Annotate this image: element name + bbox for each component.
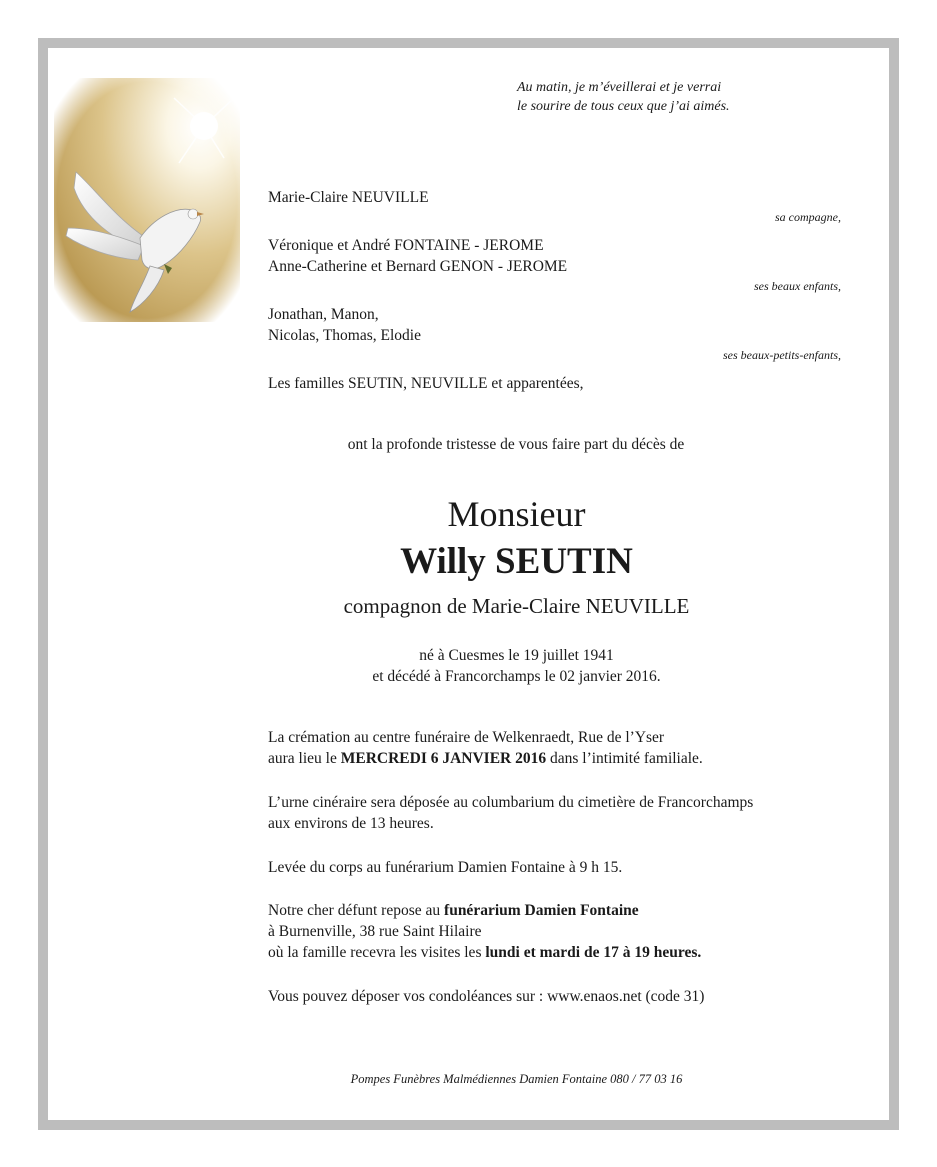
birth-line: né à Cuesmes le 19 juillet 1941 bbox=[419, 647, 614, 664]
deceased-honorific: Monsieur bbox=[447, 494, 586, 534]
deceased-name: Willy SEUTIN bbox=[400, 541, 633, 582]
stepchildren-relation: ses beaux enfants, bbox=[754, 279, 841, 293]
death-line: et décédé à Francorchamps le 02 janvier 2016. bbox=[372, 668, 661, 685]
deceased-relation: compagnon de Marie-Claire NEUVILLE bbox=[343, 594, 690, 618]
repose-address: à Burnenville, 38 rue Saint Hilaire bbox=[268, 923, 482, 940]
condolences-line: Vous pouvez déposer vos condoléances sur : www.enaos.net (code 31) bbox=[268, 988, 705, 1005]
announcement-line: ont la profonde tristesse de vous faire part du décès de bbox=[347, 436, 685, 453]
repose-line: Notre cher défunt repose au funérarium Damien Fontaine bbox=[268, 902, 639, 919]
visits-line: où la famille recevra les visites les lundi et mardi de 17 à 19 heures. bbox=[268, 944, 702, 961]
stepchildren-line-1: Véronique et André FONTAINE - JEROME bbox=[268, 237, 544, 254]
families-line: Les familles SEUTIN, NEUVILLE et apparentées, bbox=[268, 375, 584, 392]
cremation-line-2: aura lieu le MERCREDI 6 JANVIER 2016 dans l’intimité familiale. bbox=[268, 750, 703, 767]
stepchildren-line-2: Anne-Catherine et Bernard GENON - JEROME bbox=[268, 258, 568, 275]
quote-line-1: Au matin, je m’éveillerai et je verrai bbox=[517, 80, 722, 95]
epitaph-quote bbox=[517, 78, 730, 116]
stepgrandchildren-line-1: Jonathan, Manon, bbox=[268, 306, 379, 323]
urn-line-2: aux environs de 13 heures. bbox=[268, 815, 434, 832]
partner-name: Marie-Claire NEUVILLE bbox=[268, 189, 429, 206]
levee-line: Levée du corps au funérarium Damien Fontaine à 9 h 15. bbox=[268, 859, 623, 876]
repose-place: funérarium Damien Fontaine bbox=[444, 902, 639, 919]
cremation-date: MERCREDI 6 JANVIER 2016 bbox=[340, 750, 547, 767]
cremation-line-1: La crémation au centre funéraire de Welkenraedt, Rue de l’Yser bbox=[268, 729, 665, 746]
visits-times: lundi et mardi de 17 à 19 heures. bbox=[485, 944, 702, 961]
stepgrandchildren-line-2: Nicolas, Thomas, Elodie bbox=[268, 327, 421, 344]
funeral-home-footer: Pompes Funèbres Malmédiennes Damien Fontaine 080 / 77 03 16 bbox=[350, 1072, 683, 1086]
partner-relation: sa compagne, bbox=[775, 210, 841, 224]
quote-line-2: le sourire de tous ceux que j’ai aimés. bbox=[517, 99, 730, 114]
stepgrandchildren-relation: ses beaux-petits-enfants, bbox=[723, 348, 841, 362]
dove-icon bbox=[54, 78, 240, 322]
urn-line-1: L’urne cinéraire sera déposée au columbarium du cimetière de Francorchamps bbox=[268, 794, 754, 811]
